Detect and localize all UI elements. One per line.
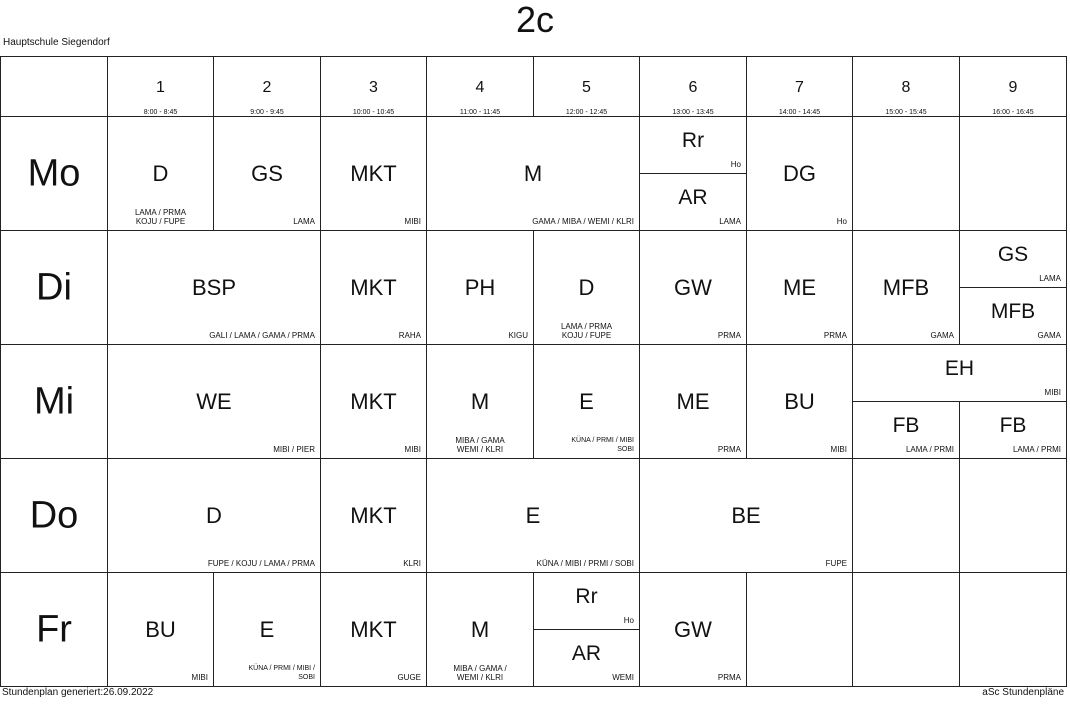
lesson-subject: ME bbox=[783, 275, 816, 300]
lesson-teachers: GUGE bbox=[397, 673, 421, 682]
lesson-subject: EH bbox=[944, 357, 975, 380]
empty-slot bbox=[852, 116, 960, 231]
lesson-teachers: MIBI bbox=[191, 673, 208, 682]
lesson-subject: MKT bbox=[350, 617, 397, 642]
lesson-subject: FB bbox=[892, 414, 920, 437]
lesson-teachers: LAMA / PRMI bbox=[905, 445, 954, 454]
lesson-cell[interactable] bbox=[320, 230, 427, 345]
lesson-subject: GS bbox=[997, 243, 1029, 266]
lesson-teachers: FUPE / KOJU / LAMA / PRMA bbox=[207, 559, 315, 568]
lesson-teachers: FUPE bbox=[825, 559, 847, 568]
lesson-subject: E bbox=[525, 503, 541, 528]
lesson-subject: Rr bbox=[681, 129, 705, 152]
day-label-cell bbox=[0, 230, 108, 345]
lesson-subject: MFB bbox=[882, 275, 930, 300]
lesson-teachers: GAMA bbox=[1037, 331, 1061, 340]
lesson-cell[interactable] bbox=[533, 230, 640, 345]
lesson-teachers: MIBI bbox=[830, 445, 847, 454]
lesson-subject: FB bbox=[999, 414, 1027, 437]
lesson-teachers: KÜNA / PRMI / MIBI SOBI bbox=[571, 437, 634, 453]
day-label: Fr bbox=[36, 608, 72, 650]
page-title: 2c bbox=[515, 0, 555, 40]
lesson-cell[interactable] bbox=[959, 287, 1067, 345]
lesson-cell[interactable] bbox=[639, 173, 747, 231]
empty-slot bbox=[959, 572, 1067, 687]
empty-slot bbox=[852, 458, 960, 573]
period-number: 9 bbox=[1008, 79, 1018, 96]
period-header bbox=[533, 56, 640, 117]
lesson-cell[interactable] bbox=[959, 230, 1067, 288]
lesson-teachers: GAMA / MIBA / WEMI / KLRI bbox=[532, 217, 634, 226]
corner-cell bbox=[0, 56, 108, 117]
lesson-teachers: MIBI bbox=[404, 217, 421, 226]
lesson-cell[interactable] bbox=[533, 344, 640, 459]
lesson-teachers: PRMA bbox=[717, 331, 741, 340]
lesson-cell[interactable] bbox=[639, 572, 747, 687]
lesson-subject: GS bbox=[251, 161, 283, 186]
lesson-subject: M bbox=[470, 389, 490, 414]
lesson-teachers: PRMA bbox=[823, 331, 847, 340]
period-time: 15:00 - 15:45 bbox=[885, 109, 927, 116]
lesson-subject: GW bbox=[674, 275, 712, 300]
lesson-cell[interactable] bbox=[746, 230, 853, 345]
day-label-cell bbox=[0, 572, 108, 687]
school-name: Hauptschule Siegendorf bbox=[3, 37, 110, 48]
period-number: 3 bbox=[369, 79, 378, 96]
lesson-teachers: Ho bbox=[836, 217, 847, 226]
lesson-cell[interactable] bbox=[639, 344, 747, 459]
period-time: 16:00 - 16:45 bbox=[992, 109, 1034, 116]
lesson-subject: PH bbox=[464, 275, 496, 300]
period-number: 4 bbox=[475, 79, 485, 96]
lesson-teachers: MIBI / PIER bbox=[273, 445, 315, 454]
lesson-cell[interactable] bbox=[959, 401, 1067, 459]
lesson-subject: Rr bbox=[575, 585, 598, 608]
lesson-subject: D bbox=[578, 275, 595, 300]
period-header bbox=[320, 56, 427, 117]
period-time: 10:00 - 10:45 bbox=[352, 109, 395, 116]
lesson-subject: AR bbox=[571, 642, 602, 665]
generated-date: Stundenplan generiert:26.09.2022 bbox=[2, 687, 154, 698]
lesson-cell[interactable] bbox=[426, 572, 534, 687]
lesson-cell[interactable] bbox=[533, 572, 640, 630]
lesson-cell[interactable] bbox=[320, 116, 427, 231]
lesson-subject: E bbox=[579, 389, 594, 414]
lesson-cell[interactable] bbox=[107, 458, 321, 573]
lesson-teachers: LAMA bbox=[293, 217, 315, 226]
period-number: 7 bbox=[795, 79, 804, 96]
lesson-teachers: LAMA bbox=[719, 217, 741, 226]
lesson-subject: BE bbox=[731, 503, 761, 528]
lesson-subject: MKT bbox=[350, 161, 397, 186]
period-number: 6 bbox=[688, 79, 698, 96]
lesson-cell[interactable] bbox=[107, 572, 214, 687]
empty-slot bbox=[959, 116, 1067, 231]
lesson-subject: BU bbox=[145, 617, 176, 642]
lesson-teachers: MIBI bbox=[404, 445, 421, 454]
lesson-subject: WE bbox=[196, 389, 232, 414]
lesson-subject: BU bbox=[784, 389, 815, 414]
period-number: 1 bbox=[156, 79, 165, 96]
lesson-teachers: MIBA / GAMA WEMI / KLRI bbox=[455, 436, 505, 454]
lesson-teachers: KLRI bbox=[403, 559, 421, 568]
lesson-cell[interactable] bbox=[639, 458, 853, 573]
lesson-cell[interactable] bbox=[426, 230, 534, 345]
period-time: 8:00 - 8:45 bbox=[143, 109, 178, 116]
day-label: Mi bbox=[33, 380, 75, 422]
period-time: 11:00 - 11:45 bbox=[459, 109, 501, 116]
lesson-teachers: LAMA / PRMA KOJU / FUPE bbox=[134, 208, 187, 226]
period-header bbox=[959, 56, 1067, 117]
lesson-cell[interactable] bbox=[107, 344, 321, 459]
lesson-cell[interactable] bbox=[533, 629, 640, 687]
lesson-cell[interactable] bbox=[426, 116, 640, 231]
lesson-teachers: GAMA bbox=[930, 331, 954, 340]
lesson-subject: D bbox=[152, 161, 169, 186]
lesson-subject: E bbox=[259, 617, 275, 642]
generator-credit: aSc Stundenpläne bbox=[982, 687, 1064, 698]
period-time: 13:00 - 13:45 bbox=[672, 109, 714, 116]
lesson-teachers: LAMA / PRMI bbox=[1012, 445, 1061, 454]
lesson-subject: MKT bbox=[350, 503, 397, 528]
period-header bbox=[426, 56, 534, 117]
lesson-cell[interactable] bbox=[213, 572, 321, 687]
lesson-cell[interactable] bbox=[746, 344, 853, 459]
lesson-subject: D bbox=[206, 503, 222, 528]
period-header bbox=[746, 56, 853, 117]
lesson-cell[interactable] bbox=[213, 116, 321, 231]
lesson-cell[interactable] bbox=[426, 458, 640, 573]
day-label: Mo bbox=[27, 152, 81, 194]
lesson-teachers: KÜNA / MIBI / PRMI / SOBI bbox=[536, 559, 634, 568]
lesson-teachers: LAMA / PRMA KOJU / FUPE bbox=[560, 322, 613, 340]
lesson-subject: MKT bbox=[350, 275, 397, 300]
lesson-teachers: Ho bbox=[730, 160, 741, 169]
lesson-cell[interactable] bbox=[639, 116, 747, 174]
lesson-teachers: MIBA / GAMA / WEMI / KLRI bbox=[453, 664, 507, 682]
lesson-teachers: KIGU bbox=[508, 331, 528, 340]
day-label-cell bbox=[0, 344, 108, 459]
period-time: 14:00 - 14:45 bbox=[778, 109, 821, 116]
day-label: Di bbox=[36, 266, 72, 308]
lesson-cell[interactable] bbox=[320, 458, 427, 573]
lesson-cell[interactable] bbox=[320, 572, 427, 687]
lesson-subject: BSP bbox=[191, 275, 237, 300]
period-number: 2 bbox=[262, 79, 272, 96]
lesson-teachers: PRMA bbox=[717, 445, 741, 454]
lesson-subject: AR bbox=[678, 186, 708, 209]
lesson-cell[interactable] bbox=[107, 116, 214, 231]
lesson-subject: ME bbox=[676, 389, 710, 414]
empty-slot bbox=[852, 572, 960, 687]
empty-slot bbox=[959, 458, 1067, 573]
lesson-teachers: MIBI bbox=[1044, 388, 1061, 397]
period-number: 5 bbox=[582, 79, 591, 96]
lesson-teachers: KÜNA / PRMI / MIBI / SOBI bbox=[248, 665, 315, 681]
lesson-cell[interactable] bbox=[746, 116, 853, 231]
empty-slot bbox=[746, 572, 853, 687]
lesson-cell[interactable] bbox=[852, 401, 960, 459]
lesson-cell[interactable] bbox=[852, 344, 1067, 402]
lesson-subject: M bbox=[523, 161, 543, 186]
lesson-teachers: WEMI bbox=[612, 673, 634, 682]
day-label-cell bbox=[0, 458, 108, 573]
lesson-teachers: GALI / LAMA / GAMA / PRMA bbox=[209, 331, 315, 340]
period-number: 8 bbox=[901, 79, 911, 96]
period-header bbox=[213, 56, 321, 117]
period-time: 12:00 - 12:45 bbox=[565, 109, 608, 116]
lesson-cell[interactable] bbox=[639, 230, 747, 345]
period-header bbox=[639, 56, 747, 117]
lesson-cell[interactable] bbox=[320, 344, 427, 459]
lesson-subject: M bbox=[470, 617, 490, 642]
lesson-teachers: Ho bbox=[623, 616, 634, 625]
period-header bbox=[107, 56, 214, 117]
period-time: 9:00 - 9:45 bbox=[250, 109, 284, 116]
lesson-teachers: RAHA bbox=[398, 331, 421, 340]
lesson-teachers: LAMA bbox=[1039, 274, 1061, 283]
lesson-cell[interactable] bbox=[107, 230, 321, 345]
lesson-subject: MKT bbox=[350, 389, 397, 414]
lesson-cell[interactable] bbox=[426, 344, 534, 459]
lesson-cell[interactable] bbox=[852, 230, 960, 345]
lesson-subject: DG bbox=[783, 161, 816, 186]
lesson-subject: MFB bbox=[990, 300, 1036, 323]
lesson-teachers: PRMA bbox=[717, 673, 741, 682]
lesson-subject: GW bbox=[674, 617, 712, 642]
day-label-cell bbox=[0, 116, 108, 231]
period-header bbox=[852, 56, 960, 117]
day-label: Do bbox=[29, 494, 79, 536]
